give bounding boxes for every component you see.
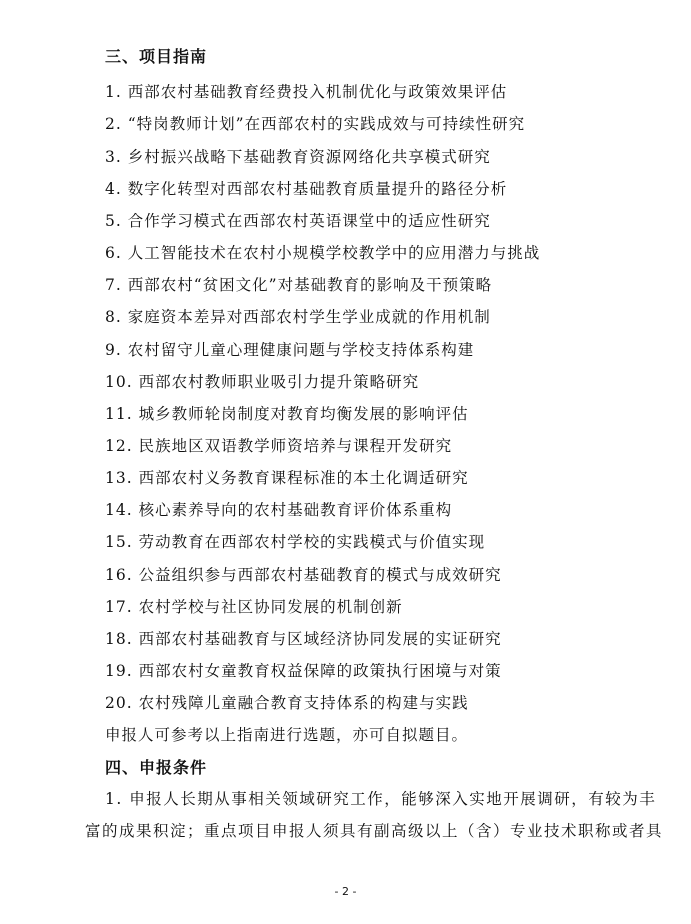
guideline-item-19: 19. 西部农村女童教育权益保障的政策执行困境与对策 <box>105 662 502 680</box>
guideline-item-16: 16. 公益组织参与西部农村基础教育的模式与成效研究 <box>105 566 502 584</box>
guideline-item-18: 18. 西部农村基础教育与区域经济协同发展的实证研究 <box>105 630 502 648</box>
guideline-item-9: 9. 农村留守儿童心理健康问题与学校支持体系构建 <box>105 341 475 359</box>
eligibility-paragraph-1 <box>85 783 664 847</box>
guideline-note: 申报人可参考以上指南进行选题，亦可自拟题目。 <box>105 726 469 744</box>
guideline-item-6: 6. 人工智能技术在农村小规模学校教学中的应用潜力与挑战 <box>105 244 541 262</box>
guideline-item-13: 13. 西部农村义务教育课程标准的本土化调适研究 <box>105 469 469 487</box>
guideline-item-12: 12. 民族地区双语教学师资培养与课程开发研究 <box>105 437 453 455</box>
guideline-item-11: 11. 城乡教师轮岗制度对教育均衡发展的影响评估 <box>105 405 469 423</box>
guideline-item-1: 1. 西部农村基础教育经费投入机制优化与政策效果评估 <box>105 83 508 101</box>
guideline-item-7: 7. 西部农村“贫困文化”对基础教育的影响及干预策略 <box>105 276 493 294</box>
eligibility-paragraph-line: 富的成果积淀；重点项目申报人须具有副高级以上（含）专业技术职称或者具 <box>85 822 664 840</box>
guideline-item-2: 2. “特岗教师计划”在西部农村的实践成效与可持续性研究 <box>105 115 526 133</box>
guideline-item-14: 14. 核心素养导向的农村基础教育评价体系重构 <box>105 501 453 519</box>
guideline-item-3: 3. 乡村振兴战略下基础教育资源网络化共享模式研究 <box>105 148 491 166</box>
guideline-item-15: 15. 劳动教育在西部农村学校的实践模式与价值实现 <box>105 533 486 551</box>
section-heading-eligibility: 四、申报条件 <box>105 758 208 777</box>
guideline-item-4: 4. 数字化转型对西部农村基础教育质量提升的路径分析 <box>105 180 508 198</box>
guideline-item-5: 5. 合作学习模式在西部农村英语课堂中的适应性研究 <box>105 212 491 230</box>
guideline-item-20: 20. 农村残障儿童融合教育支持体系的构建与实践 <box>105 694 469 712</box>
guideline-item-10: 10. 西部农村教师职业吸引力提升策略研究 <box>105 373 420 391</box>
guideline-item-8: 8. 家庭资本差异对西部农村学生学业成就的作用机制 <box>105 308 491 326</box>
section-heading-guidelines: 三、项目指南 <box>105 47 208 66</box>
guideline-item-17: 17. 农村学校与社区协同发展的机制创新 <box>105 598 403 616</box>
page-number: - 2 - <box>334 885 357 898</box>
eligibility-paragraph-line: 1. 申报人长期从事相关领域研究工作，能够深入实地开展调研，有较为丰 <box>105 790 657 808</box>
